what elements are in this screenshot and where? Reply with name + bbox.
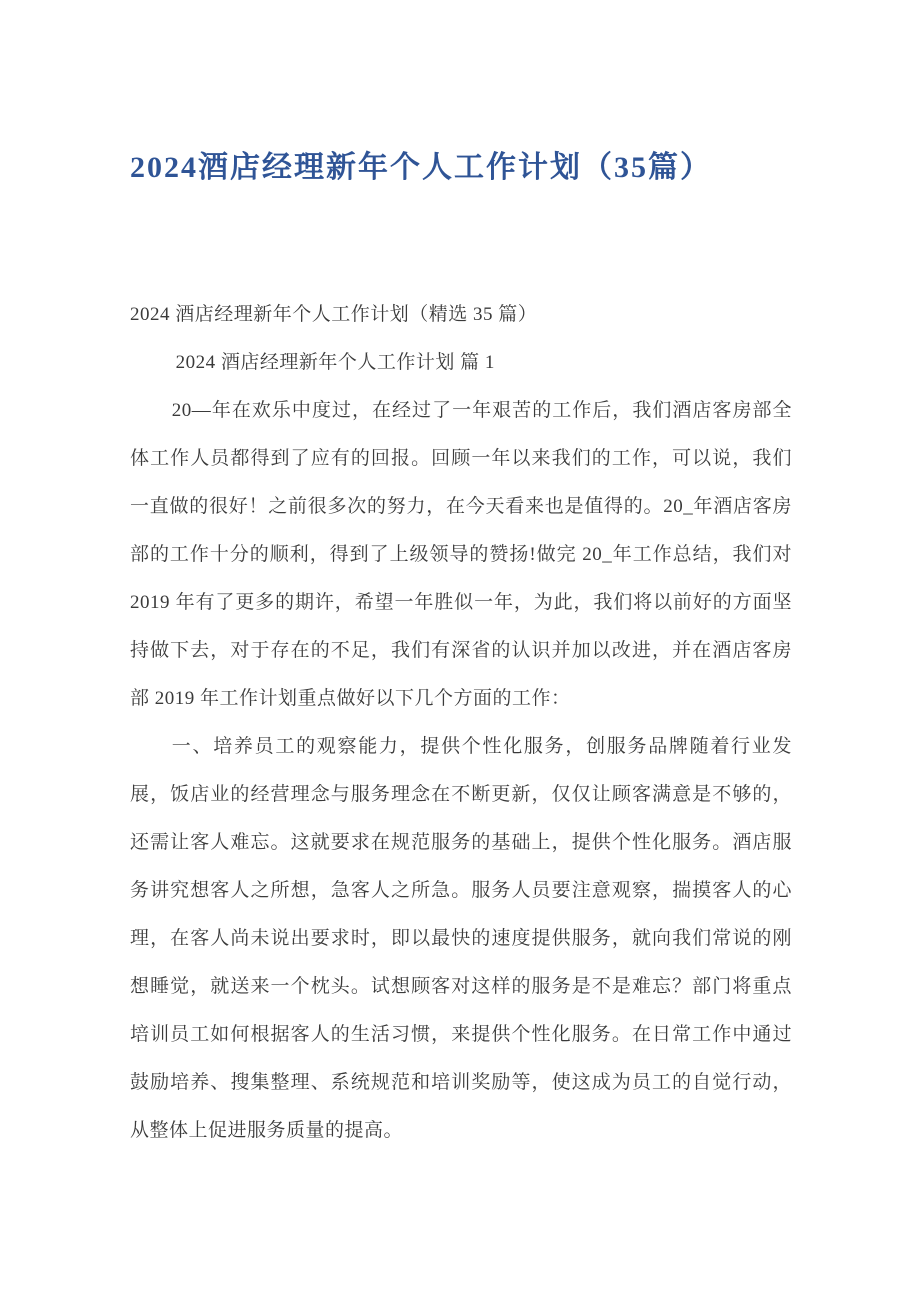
paragraph-1: 20—年在欢乐中度过，在经过了一年艰苦的工作后，我们酒店客房部全体工作人员都得到了应有的回报。回顾一年以来我们的工作，可以说，我们一直做的很好！之前很多次的努力，在今天看来也是值得的。20_年酒店客房部的工作十分的顺利，得到了上级领导的赞扬!做完 20_年工作总结，我们对 2019 年有了更多的期许，希望一年胜似一年，为此，我们将以前好的方面坚持做下去，对于存在的不足，我们有深省的认识并加以改进，并在酒店客房部 2019 年工作计划重点做好以下几个方面的工作： [130,399,792,709]
paragraph-2: 一、培养员工的观察能力，提供个性化服务，创服务品牌随着行业发展，饭店业的经营理念与服务理念在不断更新，仅仅让顾客满意是不够的，还需让客人难忘。这就要求在规范服务的基础上，提供个性化服务。酒店服务讲究想客人之所想，急客人之所急。服务人员要注意观察，揣摸客人的心理，在客人尚未说出要求时，即以最快的速度提供服务，就向我们常说的刚想睡觉，就送来一个枕头。试想顾客对这样的服务是不是难忘？部门将重点培训员工如何根据客人的生活习惯，来提供个性化服务。在日常工作中通过鼓励培养、搜集整理、系统规范和培训奖励等，使这成为员工的自觉行动，从整体上促进服务质量的提高。 [130,735,792,1141]
document-subtitle: 2024 酒店经理新年个人工作计划（精选 35 篇） [130,303,538,325]
document-body [130,291,792,1155]
section-heading: 2024 酒店经理新年个人工作计划 篇 1 [175,351,495,373]
document-title: 2024酒店经理新年个人工作计划（35篇） [130,151,712,184]
